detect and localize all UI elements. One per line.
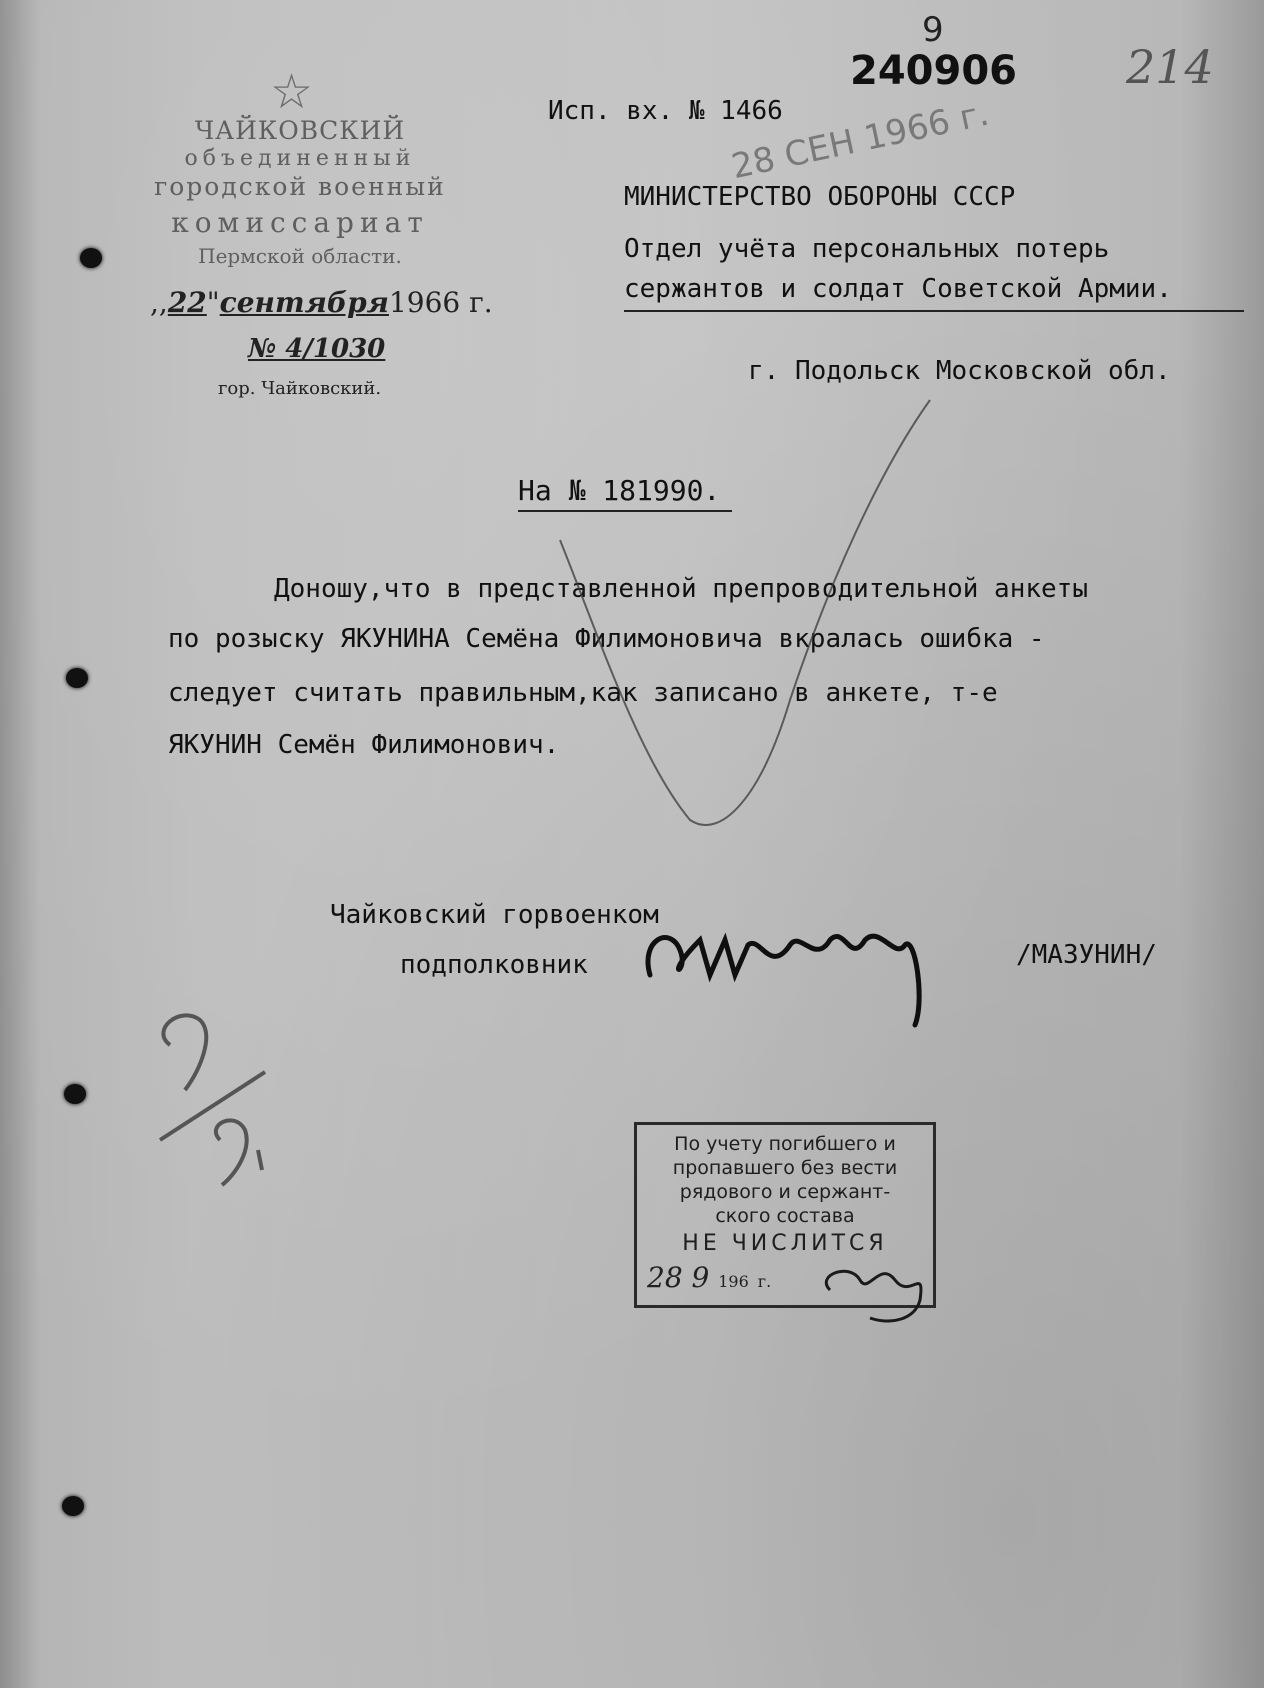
- incoming-number: Исп. вх. № 1466: [548, 96, 783, 126]
- date-year: 1966 г.: [388, 286, 493, 319]
- stamp-text-line3: рядового и сержант-: [679, 1181, 891, 1203]
- body-line-1: Доношу,что в представленной препроводительной анкеты: [274, 574, 1088, 604]
- stamp-org-line3: городской военный: [154, 172, 446, 201]
- reference-number: На № 181990.: [518, 474, 721, 507]
- addressee-department-cont: сержантов и солдат Советской Армии.: [624, 274, 1172, 304]
- signer-rank: подполковник: [400, 950, 588, 980]
- date-month: сентября: [219, 286, 389, 319]
- signer-title: Чайковский горвоенком: [330, 900, 659, 930]
- outgoing-number: № 4/1030: [248, 334, 386, 364]
- stamp-signature: [826, 1271, 921, 1321]
- signer-name: /МАЗУНИН/: [1016, 940, 1157, 970]
- star-icon: ☆: [270, 64, 314, 120]
- stamp-org-line2: объединенный: [184, 146, 416, 171]
- stamp-text-line4: ского состава: [715, 1205, 855, 1227]
- body-line-3: следует считать правильным,как записано в анкете, т-е: [168, 678, 998, 708]
- addressee-ministry: МИНИСТЕРСТВО ОБОРОНЫ СССР: [624, 182, 1016, 212]
- stamp-org-line4: комиссариат: [171, 206, 429, 239]
- body-line-4: ЯКУНИН Семён Филимонович.: [168, 730, 560, 760]
- date-day: 22: [167, 286, 207, 319]
- registry-number: 240906: [850, 48, 1017, 94]
- date-prefix: ,,: [150, 286, 168, 319]
- stamp-date-hand: 28 9: [647, 1261, 710, 1294]
- date-mid: ": [206, 286, 220, 319]
- addressee-city: г. Подольск Московской обл.: [748, 356, 1171, 386]
- stamp-city: гор. Чайковский.: [218, 378, 382, 399]
- stamp-text-line1: По учету погибшего и: [674, 1133, 896, 1155]
- registry-sup-number: 9: [922, 10, 944, 50]
- stamp-org-line5: Пермской области.: [198, 244, 402, 268]
- stamp-status: НЕ ЧИСЛИТСЯ: [682, 1231, 888, 1256]
- page-number: 214: [1126, 40, 1214, 94]
- margin-note-9-91: [160, 1015, 265, 1185]
- stamp-text-line2: пропавшего без вести: [672, 1157, 898, 1179]
- received-date-stamp: 28 СЕН 1966 г.: [728, 93, 993, 188]
- stamp-org-line1: ЧАЙКОВСКИЙ: [194, 116, 406, 145]
- addressee-department: Отдел учёта персональных потерь: [624, 234, 1110, 264]
- stamp-date-year: 196: [718, 1272, 749, 1291]
- handwritten-signature: [648, 936, 919, 1025]
- body-line-2: по розыску ЯКУНИНА Семёна Филимоновича вкралась ошибка -: [168, 624, 1045, 654]
- pencil-check-mark: [560, 400, 930, 825]
- stamp-date-suffix: г.: [757, 1272, 772, 1291]
